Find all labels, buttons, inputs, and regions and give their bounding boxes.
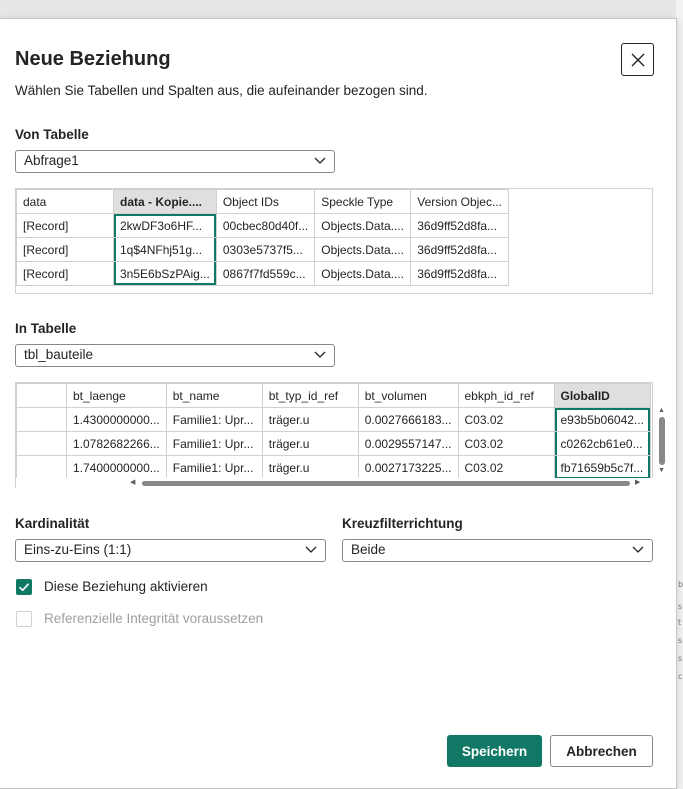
referential-integrity-checkbox <box>16 611 32 627</box>
save-button[interactable]: Speichern <box>447 735 542 767</box>
cardinality-dropdown[interactable] <box>15 539 326 562</box>
table-cell: C03.02 <box>458 408 554 432</box>
table-row <box>17 214 509 238</box>
table-cell: 36d9ff52d8fa... <box>411 262 509 286</box>
chevron-down-icon <box>314 157 326 165</box>
close-icon <box>631 53 645 67</box>
table-cell: 0.0027666183... <box>358 408 458 432</box>
table-row <box>17 262 509 286</box>
background-fragment: c <box>678 672 683 681</box>
table-cell <box>17 456 67 480</box>
table-cell-selected[interactable]: e93b5b06042... <box>554 408 650 432</box>
to-table-grid <box>16 383 651 480</box>
table-cell: 1.4300000000... <box>67 408 167 432</box>
checkmark-icon <box>16 579 32 595</box>
scroll-down-icon[interactable]: ▼ <box>658 467 665 474</box>
crossfilter-selected: Beide <box>351 542 386 557</box>
dialog-title: Neue Beziehung <box>15 48 171 70</box>
close-button[interactable] <box>621 43 654 76</box>
from-table-label: Von Tabelle <box>15 127 89 142</box>
background-fragment: b <box>678 580 683 589</box>
table-cell: C03.02 <box>458 456 554 480</box>
column-header-selected[interactable]: GlobalID <box>554 384 650 408</box>
table-cell: Objects.Data.... <box>315 238 411 262</box>
horizontal-scroll-thumb[interactable] <box>142 481 630 486</box>
table-cell: 36d9ff52d8fa... <box>411 238 509 262</box>
table-cell <box>17 432 67 456</box>
table-cell: [Record] <box>17 262 114 286</box>
table-cell: [Record] <box>17 214 114 238</box>
table-cell: träger.u <box>262 456 358 480</box>
table-cell-selected[interactable]: 1q$4NFhj51g... <box>114 238 217 262</box>
table-row <box>17 408 651 432</box>
cancel-button[interactable]: Abbrechen <box>550 735 653 767</box>
table-cell: 0867f7fd559c... <box>216 262 314 286</box>
table-cell: Familie1: Upr... <box>166 408 262 432</box>
table-cell: 0.0029557147... <box>358 432 458 456</box>
column-header[interactable]: ebkph_id_ref <box>458 384 554 408</box>
chevron-down-icon <box>305 546 317 554</box>
to-table-dropdown[interactable] <box>15 344 335 367</box>
to-table-label: In Tabelle <box>15 321 77 336</box>
column-header[interactable]: bt_typ_id_ref <box>262 384 358 408</box>
column-header[interactable]: Speckle Type <box>315 190 411 214</box>
table-cell: träger.u <box>262 408 358 432</box>
column-header[interactable]: Object IDs <box>216 190 314 214</box>
table-cell-selected[interactable]: 3n5E6bSzPAig... <box>114 262 217 286</box>
table-cell: Objects.Data.... <box>315 214 411 238</box>
horizontal-scrollbar[interactable] <box>16 478 657 488</box>
from-table-preview <box>15 188 653 294</box>
scroll-right-icon[interactable]: ▶ <box>635 479 641 486</box>
table-cell: 0.0027173225... <box>358 456 458 480</box>
column-header[interactable]: bt_name <box>166 384 262 408</box>
table-cell-selected[interactable]: 2kwDF3o6HF... <box>114 214 217 238</box>
table-cell: träger.u <box>262 432 358 456</box>
from-table-grid <box>16 189 509 286</box>
chevron-down-icon <box>314 351 326 359</box>
scroll-up-icon[interactable]: ▲ <box>658 407 665 414</box>
column-header[interactable]: bt_laenge <box>67 384 167 408</box>
column-header <box>17 384 67 408</box>
column-header-selected[interactable]: data - Kopie.... <box>114 190 217 214</box>
column-header[interactable]: data <box>17 190 114 214</box>
table-cell: 36d9ff52d8fa... <box>411 214 509 238</box>
from-table-selected: Abfrage1 <box>24 153 79 168</box>
crossfilter-label: Kreuzfilterrichtung <box>342 516 463 531</box>
column-header[interactable]: bt_volumen <box>358 384 458 408</box>
crossfilter-dropdown[interactable] <box>342 539 653 562</box>
vertical-scroll-thumb[interactable] <box>659 417 665 465</box>
activate-relationship-checkbox[interactable] <box>16 579 32 595</box>
table-row <box>17 432 651 456</box>
background-panel <box>676 0 683 789</box>
cardinality-selected: Eins-zu-Eins (1:1) <box>24 542 132 557</box>
table-row <box>17 456 651 480</box>
activate-relationship-label[interactable]: Diese Beziehung aktivieren <box>44 579 208 594</box>
table-cell-selected[interactable]: c0262cb61e0... <box>554 432 650 456</box>
background-fragment: s <box>678 654 683 663</box>
table-cell: 1.7400000000... <box>67 456 167 480</box>
to-table-selected: tbl_bauteile <box>24 347 94 362</box>
table-cell: C03.02 <box>458 432 554 456</box>
table-cell: 00cbec80d40f... <box>216 214 314 238</box>
table-cell: 0303e5737f5... <box>216 238 314 262</box>
from-table-dropdown[interactable] <box>15 150 335 173</box>
scroll-left-icon[interactable]: ◀ <box>130 479 136 486</box>
chevron-down-icon <box>632 546 644 554</box>
referential-integrity-label: Referenzielle Integrität voraussetzen <box>44 611 264 626</box>
table-row <box>17 238 509 262</box>
to-table-preview <box>15 382 665 488</box>
table-cell: Objects.Data.... <box>315 262 411 286</box>
vertical-scrollbar[interactable] <box>657 383 667 479</box>
table-cell: 1.0782682266... <box>67 432 167 456</box>
table-cell: Familie1: Upr... <box>166 456 262 480</box>
new-relationship-dialog <box>0 18 677 789</box>
table-cell-selected[interactable]: fb71659b5c7f... <box>554 456 650 480</box>
background-fragment: s <box>678 636 683 645</box>
cardinality-label: Kardinalität <box>15 516 90 531</box>
dialog-subtitle: Wählen Sie Tabellen und Spalten aus, die aufeinander bezogen sind. <box>15 83 428 98</box>
background-fragment: t <box>678 618 682 627</box>
background-fragment: s <box>678 602 683 611</box>
table-cell: Familie1: Upr... <box>166 432 262 456</box>
column-header[interactable]: Version Objec... <box>411 190 509 214</box>
table-cell <box>17 408 67 432</box>
table-cell: [Record] <box>17 238 114 262</box>
